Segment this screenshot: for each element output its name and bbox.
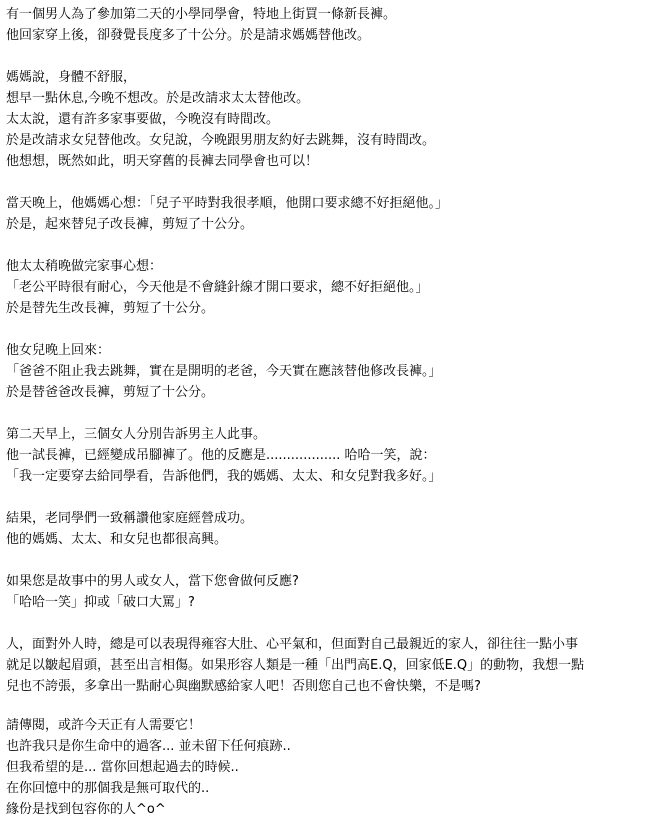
text-line: 緣份是找到包容你的人^o^ bbox=[6, 802, 166, 817]
paragraph-result bbox=[6, 508, 656, 550]
text-line: 但我希望的是... 當你回想起過去的時候.. bbox=[6, 760, 239, 775]
text-line: 於是，起來替兒子改長褲，剪短了十公分。 bbox=[6, 217, 254, 232]
paragraph-mother bbox=[6, 193, 656, 235]
text-line: 於是替先生改長褲，剪短了十公分。 bbox=[6, 301, 215, 316]
text-line: 第二天早上，三個女人分別告訴男主人此事。 bbox=[6, 427, 267, 442]
text-line: 就足以皺起眉頭，甚至出言相傷。如果形容人類是一種「出門高E.Q，回家低E.Q」的動物，我想一點 bbox=[6, 658, 585, 673]
text-line: 他太太稍晚做完家事心想： bbox=[6, 259, 163, 274]
text-line: 太太說，還有許多家事要做，今晚沒有時間改。 bbox=[6, 112, 280, 127]
text-line: 他的媽媽、太太、和女兒也都很高興。 bbox=[6, 532, 228, 547]
paragraph-intro bbox=[6, 4, 656, 46]
text-line: 當天晚上，他媽媽心想：「兒子平時對我很孝順，他開口要求總不好拒絕他。」 bbox=[6, 196, 449, 211]
text-line: 「爸爸不阻止我去跳舞，實在是開明的老爸，今天實在應該替他修改長褲。」 bbox=[6, 364, 442, 379]
text-line: 在你回憶中的那個我是無可取代的.. bbox=[6, 781, 210, 796]
text-line: 想早一點休息,今晚不想改。於是改請求太太替他改。 bbox=[6, 91, 310, 106]
text-line: 他一試長褲，已經變成吊腳褲了。他的反應是.................. 哈哈一笑，說： bbox=[6, 448, 436, 463]
text-line: 有一個男人為了參加第二天的小學同學會，特地上街買一條新長褲。 bbox=[6, 7, 397, 22]
paragraph-reflection bbox=[6, 634, 656, 697]
paragraph-next-day bbox=[6, 424, 656, 487]
paragraph-wife bbox=[6, 256, 656, 319]
text-line: 「我一定要穿去給同學看，告訴他們，我的媽媽、太太、和女兒對我多好。」 bbox=[6, 469, 442, 484]
text-line: 他女兒晚上回來： bbox=[6, 343, 111, 358]
text-line: 他想想，既然如此，明天穿舊的長褲去同學會也可以！ bbox=[6, 154, 319, 169]
text-line: 也許我只是你生命中的過客... 並未留下任何痕跡.. bbox=[6, 739, 291, 754]
text-line: 媽媽說，身體不舒服， bbox=[6, 70, 137, 85]
text-line: 於是替爸爸改長褲，剪短了十公分。 bbox=[6, 385, 215, 400]
paragraph-daughter bbox=[6, 340, 656, 403]
paragraph-question bbox=[6, 571, 656, 613]
paragraph-requests bbox=[6, 67, 656, 172]
text-line: 人，面對外人時，總是可以表現得雍容大肚、心平氣和，但面對自己最親近的家人，卻往往一點小事 bbox=[6, 637, 579, 652]
text-line: 「老公平時很有耐心，今天他是不會縫針線才開口要求，總不好拒絕他。」 bbox=[6, 280, 429, 295]
text-line: 「哈哈一笑」抑或「破口大罵」? bbox=[6, 595, 195, 610]
text-line: 請傳閱，或許今天正有人需要它！ bbox=[6, 718, 202, 733]
text-line: 於是改請求女兒替他改。女兒說，今晚跟男朋友約好去跳舞，沒有時間改。 bbox=[6, 133, 436, 148]
text-line: 兒也不誇張，多拿出一點耐心與幽默感給家人吧！否則您自己也不會快樂，不是嗎? bbox=[6, 679, 481, 694]
article-body bbox=[6, 4, 656, 820]
text-line: 結果，老同學們一致稱讚他家庭經營成功。 bbox=[6, 511, 254, 526]
text-line: 他回家穿上後，卻發覺長度多了十公分。於是請求媽媽替他改。 bbox=[6, 28, 371, 43]
text-line: 如果您是故事中的男人或女人，當下您會做何反應? bbox=[6, 574, 299, 589]
paragraph-closing bbox=[6, 715, 656, 820]
